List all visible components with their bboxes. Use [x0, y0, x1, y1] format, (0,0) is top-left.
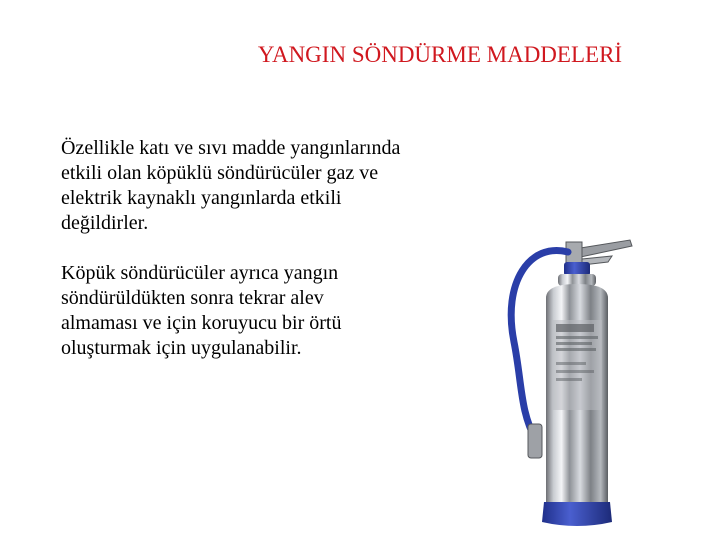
slide-body [61, 136, 501, 386]
slide-title: YANGIN SÖNDÜRME MADDELERİ [257, 42, 623, 67]
paragraph-1: Özellikle katı ve sıvı madde yangınlarında etkili olan köpüklü söndürücüler gaz ve elektrik kaynaklı yangınlarda etkili değildirler. [61, 137, 401, 234]
fire-extinguisher-icon [480, 212, 660, 530]
paragraph-2: Köpük söndürücüler ayrıca yangın söndürüldükten sonra tekrar alev almaması ve için koruyucu bir örtü oluşturmak için uygulanabilir. [61, 262, 342, 359]
